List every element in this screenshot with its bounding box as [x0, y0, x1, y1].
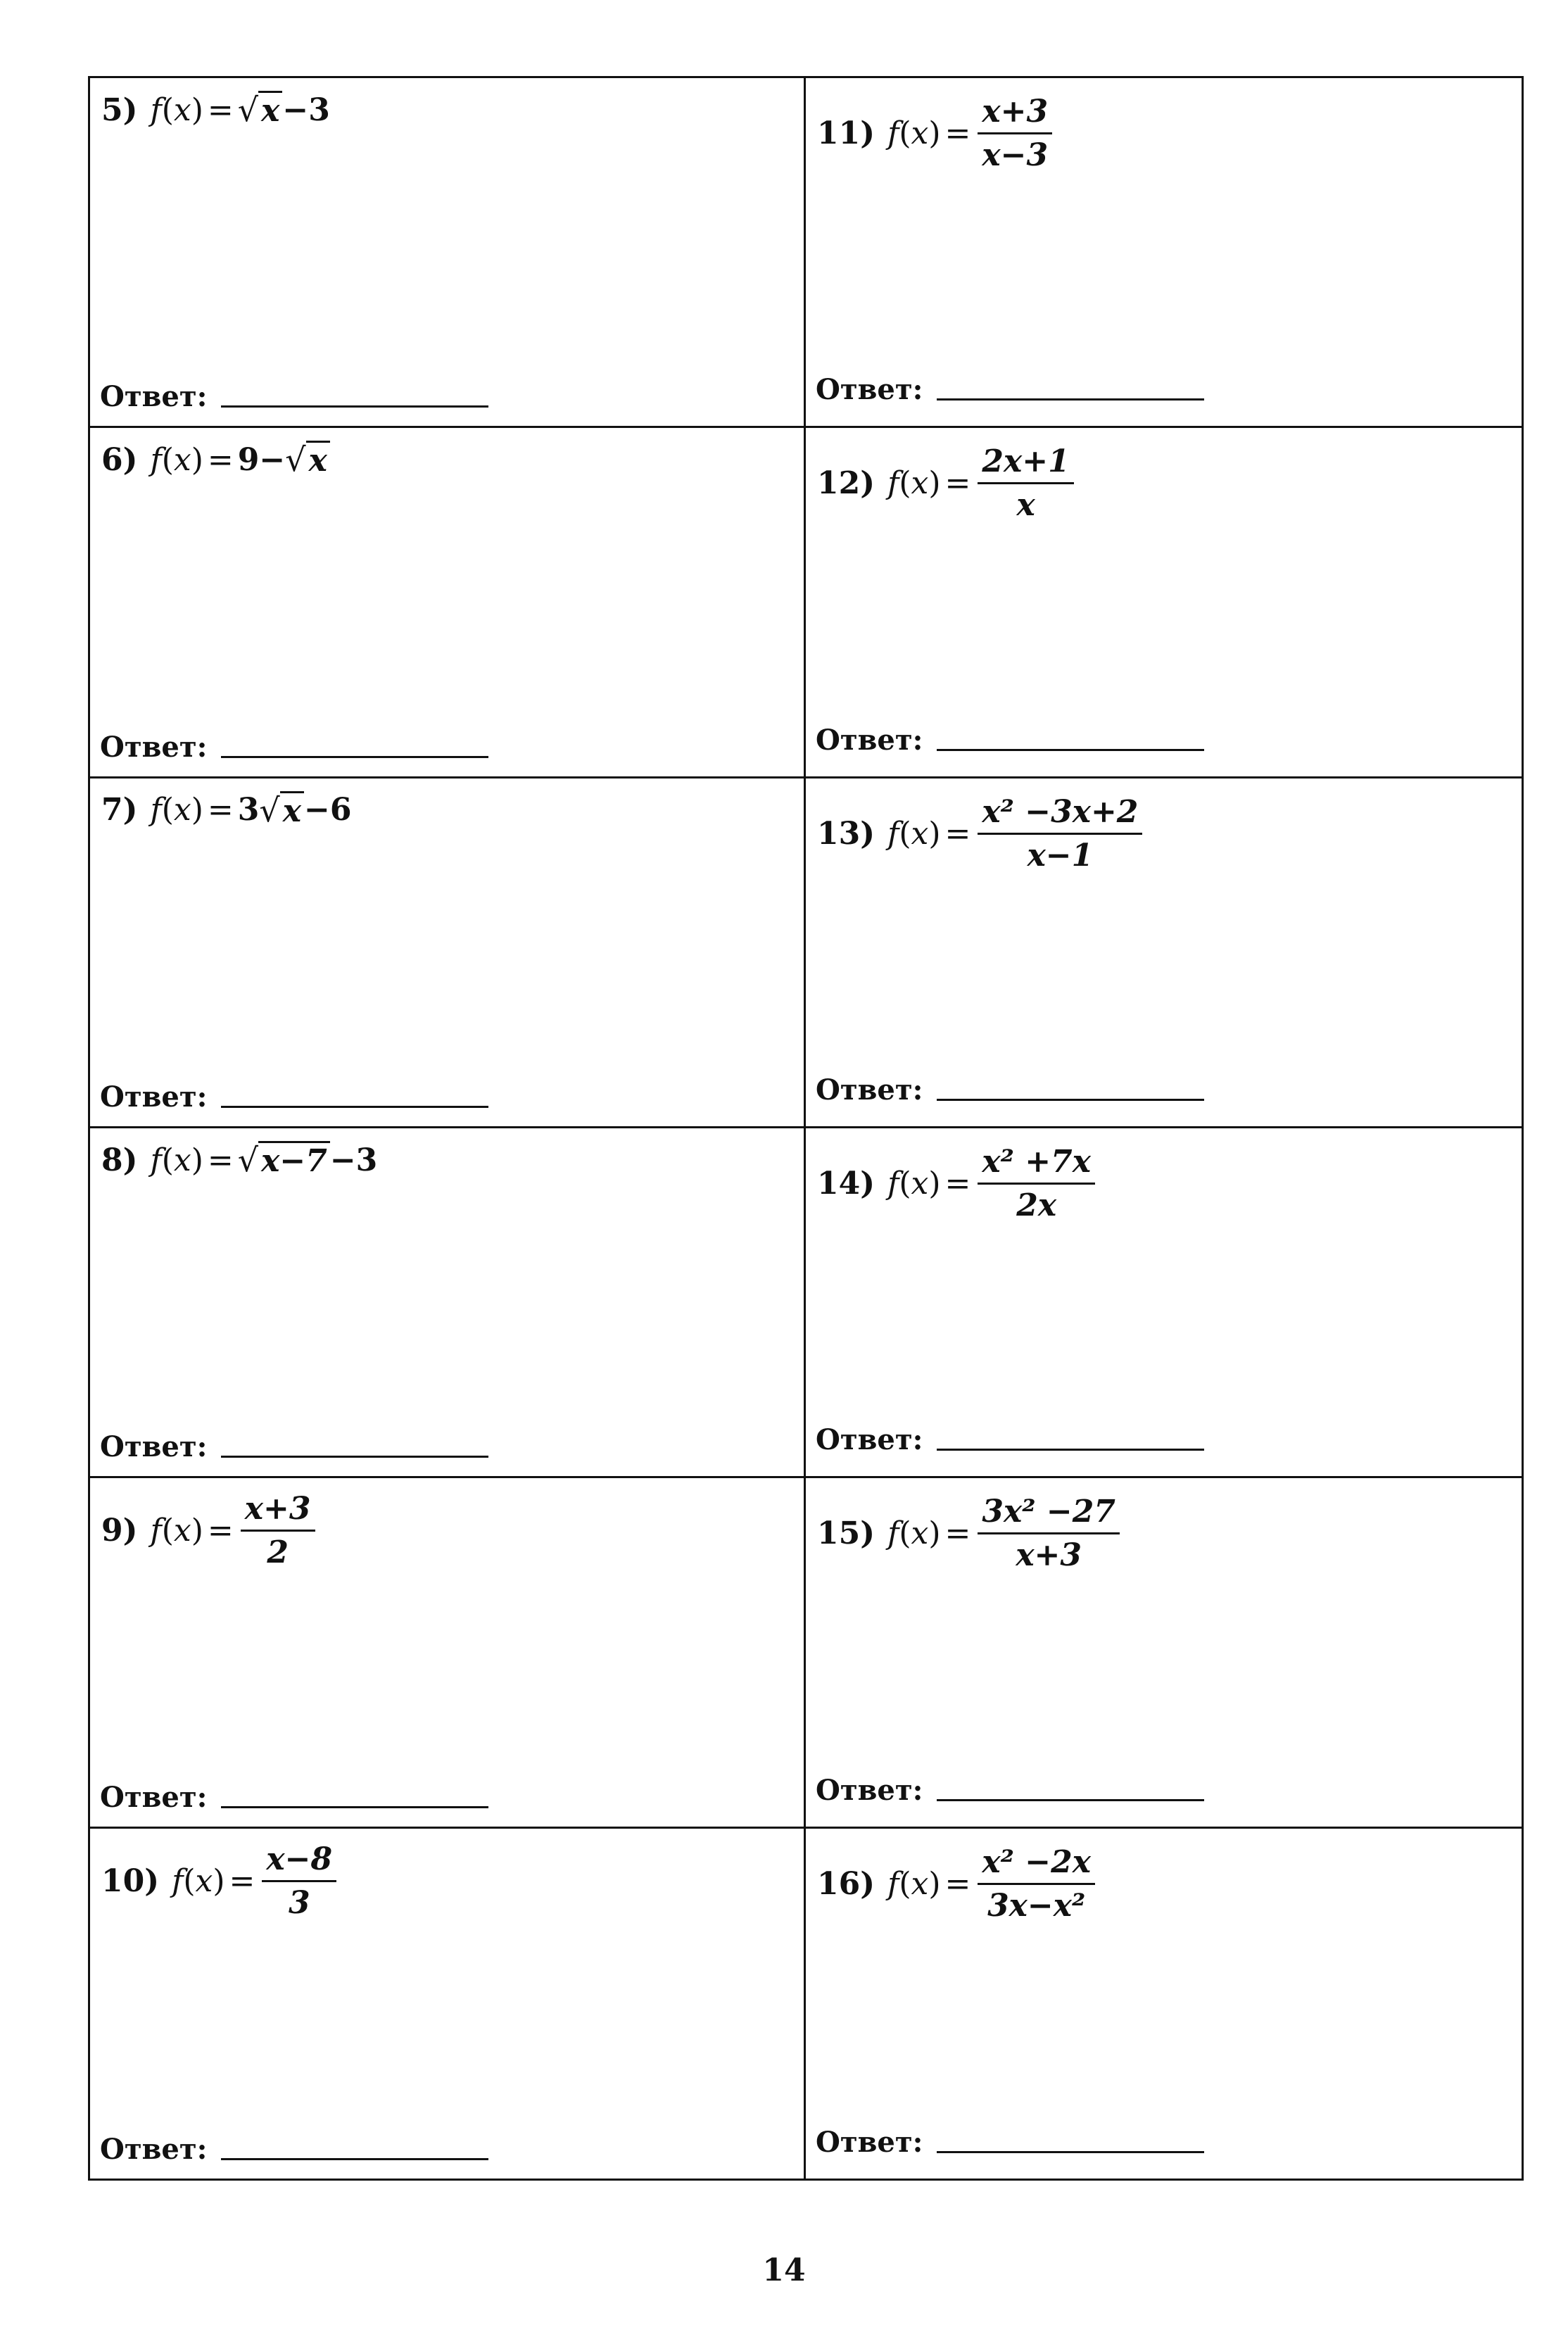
function-name: f — [172, 1862, 184, 1899]
function-name: f — [150, 1513, 162, 1549]
problem-number: 9) — [101, 1513, 138, 1549]
problem-number: 16) — [817, 1865, 875, 1902]
denominator: x−3 — [982, 137, 1049, 173]
answer-row — [816, 1774, 1204, 1807]
denominator: x — [1016, 487, 1035, 524]
problem-number: 11) — [817, 115, 875, 151]
function-arg: x — [911, 1515, 929, 1552]
function-name: f — [887, 115, 899, 151]
answer-label: Ответ: — [100, 730, 208, 764]
function-name: f — [150, 92, 162, 128]
problem-15: 15) f ( x ) = $\frac{\text{3x² −27}}{x+3}$ — [817, 1494, 1120, 1573]
equals-sign: = — [207, 441, 234, 478]
equals-sign: = — [207, 92, 234, 128]
answer-input-line[interactable] — [937, 749, 1204, 751]
function-name: f — [150, 1142, 162, 1178]
answer-label: Ответ: — [816, 1073, 923, 1107]
problem-number: 10) — [101, 1862, 160, 1899]
numerator: x² −2x — [978, 1844, 1095, 1885]
function-arg: x — [911, 815, 929, 852]
answer-row — [100, 1781, 488, 1814]
problem-number: 13) — [817, 815, 875, 852]
denominator: 3 — [288, 1884, 310, 1921]
answer-row — [816, 1423, 1204, 1456]
answer-input-line[interactable] — [221, 2158, 488, 2160]
fraction — [262, 1841, 336, 1921]
answer-row — [100, 380, 488, 413]
answer-label: Ответ: — [816, 1423, 923, 1457]
problem-16: 16) f ( x ) = $\frac{\text{x² −2x}}{\text{3x−x²}}$ — [817, 1844, 1095, 1924]
equals-sign: = — [207, 1513, 234, 1549]
answer-label: Ответ: — [100, 1430, 208, 1464]
denominator: x+3 — [1016, 1537, 1082, 1574]
answer-label: Ответ: — [100, 1780, 208, 1814]
sqrt-expression: √ x — [259, 791, 304, 829]
answer-row — [100, 1430, 488, 1463]
answer-label: Ответ: — [816, 373, 923, 407]
problem-11: 11) f ( x ) = $\frac{x+3}{x-3}$ — [817, 94, 1052, 173]
answer-input-line[interactable] — [937, 1799, 1204, 1801]
denominator: 3x−x² — [987, 1887, 1086, 1924]
answer-row — [816, 724, 1204, 757]
problem-8: 8) f ( x ) = √ x−7 −3 — [101, 1141, 378, 1179]
answer-label: Ответ: — [100, 380, 208, 414]
problem-cell-12 — [806, 428, 1522, 778]
problem-cell-7 — [90, 778, 806, 1128]
numerator: x+3 — [978, 94, 1052, 134]
function-name: f — [150, 441, 162, 478]
equals-sign: = — [944, 115, 971, 151]
problem-cell-11 — [806, 78, 1522, 428]
function-name: f — [887, 1865, 899, 1902]
problem-7: 7) f ( x ) = 3 √ x −6 — [101, 790, 352, 829]
problem-cell-16 — [806, 1829, 1522, 2179]
denominator: 2x — [1016, 1187, 1057, 1223]
equals-sign: = — [944, 1865, 971, 1902]
fraction — [978, 443, 1073, 523]
fraction — [978, 94, 1052, 173]
answer-row — [816, 373, 1204, 406]
numerator: x+3 — [241, 1491, 315, 1532]
equals-sign: = — [229, 1862, 255, 1899]
equals-sign: = — [944, 465, 971, 502]
numerator: x² −3x+2 — [978, 794, 1142, 835]
function-arg: x — [173, 441, 191, 478]
problem-5: 5) f ( x ) = √ x −3 — [101, 91, 330, 129]
answer-input-line[interactable] — [221, 756, 488, 758]
fraction — [241, 1491, 315, 1570]
problem-number: 15) — [817, 1515, 875, 1552]
fraction — [978, 1844, 1095, 1924]
answer-label: Ответ: — [816, 723, 923, 757]
problem-number: 12) — [817, 465, 875, 502]
sqrt-expression: √ x — [285, 441, 330, 479]
problem-number: 8) — [101, 1142, 138, 1178]
equals-sign: = — [207, 792, 234, 828]
answer-row — [100, 731, 488, 764]
function-name: f — [887, 815, 899, 852]
answer-row — [100, 2133, 488, 2166]
problem-grid — [88, 76, 1524, 2181]
numerator: 3x² −27 — [978, 1494, 1120, 1534]
expr-post: −6 — [303, 792, 352, 828]
problem-12: 12) f ( x ) = $\frac{2x+1}{x}$ — [817, 443, 1074, 523]
problem-cell-8 — [90, 1128, 806, 1478]
problem-13: 13) f ( x ) = $\frac{\text{x² −3x+2}}{x-1}$ — [817, 794, 1142, 874]
problem-14: 14) f ( x ) = $\frac{\text{x² +7x}}{2x}$ — [817, 1144, 1095, 1223]
denominator: x−1 — [1027, 837, 1094, 874]
answer-input-line[interactable] — [937, 1099, 1204, 1101]
problem-6: 6) f ( x ) = 9− √ x — [101, 441, 330, 479]
answer-input-line[interactable] — [221, 1806, 488, 1808]
radicand: x — [280, 791, 304, 829]
answer-row — [816, 2126, 1204, 2159]
problem-9: 9) f ( x ) = $\frac{x+3}{2}$ — [101, 1491, 315, 1570]
problem-cell-13 — [806, 778, 1522, 1128]
answer-row — [816, 1073, 1204, 1107]
answer-label: Ответ: — [816, 2126, 923, 2159]
function-arg: x — [911, 465, 929, 502]
problem-cell-9 — [90, 1478, 806, 1828]
function-arg: x — [911, 1865, 929, 1902]
problem-cell-5 — [90, 78, 806, 428]
fraction — [978, 1144, 1095, 1223]
numerator: 2x+1 — [978, 443, 1073, 484]
fraction — [978, 1494, 1120, 1573]
function-name: f — [150, 792, 162, 828]
answer-input-line[interactable] — [221, 1106, 488, 1108]
page-number: 14 — [762, 2252, 806, 2288]
equals-sign: = — [944, 815, 971, 852]
fraction — [978, 794, 1142, 874]
function-arg: x — [173, 92, 191, 128]
problem-number: 6) — [101, 441, 138, 478]
answer-label: Ответ: — [816, 1773, 923, 1807]
expr-post: −3 — [329, 1142, 378, 1178]
problem-number: 5) — [101, 92, 138, 128]
equals-sign: = — [944, 1515, 971, 1552]
function-name: f — [887, 1515, 899, 1552]
expr-pre: 9− — [237, 441, 286, 478]
answer-label: Ответ: — [100, 2133, 208, 2166]
function-arg: x — [173, 792, 191, 828]
answer-label: Ответ: — [100, 1080, 208, 1114]
answer-input-line[interactable] — [937, 398, 1204, 401]
expr-post: −3 — [282, 92, 330, 128]
denominator: 2 — [267, 1534, 289, 1571]
problem-10: 10) f ( x ) = $\frac{x-8}{3}$ — [101, 1841, 336, 1921]
problem-cell-15 — [806, 1478, 1522, 1828]
expr-pre: 3 — [237, 792, 260, 828]
problem-cell-14 — [806, 1128, 1522, 1478]
function-arg: x — [173, 1513, 191, 1549]
numerator: x² +7x — [978, 1144, 1095, 1185]
function-arg: x — [195, 1862, 213, 1899]
problem-cell-6 — [90, 428, 806, 778]
answer-input-line[interactable] — [221, 405, 488, 408]
problem-number: 7) — [101, 792, 138, 828]
function-name: f — [887, 465, 899, 502]
sqrt-expression: √ x — [238, 91, 283, 129]
radicand: x — [306, 441, 330, 479]
problem-number: 14) — [817, 1166, 875, 1202]
radicand: x−7 — [258, 1141, 330, 1179]
equals-sign: = — [944, 1166, 971, 1202]
problem-cell-10 — [90, 1829, 806, 2179]
function-arg: x — [911, 115, 929, 151]
function-arg: x — [173, 1142, 191, 1178]
equals-sign: = — [207, 1142, 234, 1178]
radicand: x — [258, 91, 282, 129]
numerator: x−8 — [262, 1841, 336, 1882]
answer-row — [100, 1080, 488, 1114]
answer-input-line[interactable] — [937, 1449, 1204, 1451]
answer-input-line[interactable] — [937, 2151, 1204, 2153]
function-arg: x — [911, 1166, 929, 1202]
sqrt-expression: √ x−7 — [238, 1141, 330, 1179]
answer-input-line[interactable] — [221, 1456, 488, 1458]
function-name: f — [887, 1166, 899, 1202]
